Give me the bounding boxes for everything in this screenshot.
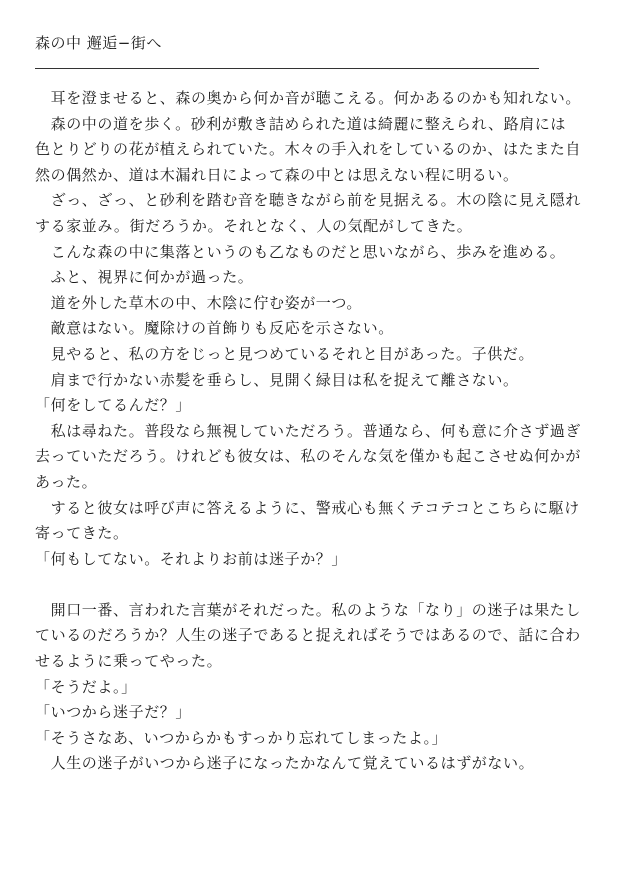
dialogue-line: 「そうだよ。」 xyxy=(35,677,137,696)
paragraph: 人生の迷子がいつから迷子になったかなんて覚えているはずがない。 xyxy=(35,754,535,773)
paragraph: ふと、視界に何かが過った。 xyxy=(35,268,254,287)
paragraph: ざっ、ざっ、と砂利を踏む音を聴きながら前を見据える。木の陰に見え隠れする家並み。街だろうか。それとなく、人の気配がしてきた。 xyxy=(35,191,582,235)
body-text xyxy=(35,86,581,777)
dialogue-line: 「何をしてるんだ？」 xyxy=(35,396,192,415)
paragraph: すると彼女は呼び声に答えるように、警戒心も無くテコテコとこちらに駆け寄ってきた。 xyxy=(35,498,580,543)
title-divider xyxy=(35,68,539,69)
dialogue-line: 「そうさなあ、いつからかもすっかり忘れてしまったよ。」 xyxy=(35,728,448,747)
paragraph: 道を外した草木の中、木陰に佇む姿が一つ。 xyxy=(35,293,363,312)
dialogue-line: 「何もしてない。それよりお前は迷子か？」 xyxy=(35,549,348,568)
paragraph: 敵意はない。魔除けの首飾りも反応を示さない。 xyxy=(35,319,394,338)
paragraph: 見やると、私の方をじっと見つめているそれと目があった。子供だ。 xyxy=(35,344,535,363)
paragraph: 森の中の道を歩く。砂利が敷き詰められた道は綺麗に整えられ、路肩には色とりどりの花が植えられていた。木々の手入れをしているのか、はたまた自然の偶然か、道は木漏れ日によって森の中とは思えない程に明るい。 xyxy=(35,114,582,184)
paragraph: 私は尋ねた。普段なら無視していただろう。普通なら、何も意に介さず過ぎ去っていただろう。けれども彼女は、私のそんな気を僅かも起こさせぬ何かがあった。 xyxy=(35,421,582,491)
paragraph: こんな森の中に集落というのも乙なものだと思いながら、歩みを進める。 xyxy=(35,242,566,261)
paragraph: 肩まで行かない赤髪を垂らし、見開く緑目は私を捉えて離さない。 xyxy=(35,370,519,389)
paragraph: 開口一番、言われた言葉がそれだった。私のような「なり」の迷子は果たしているのだろうか？人生の迷子であると捉えればそうではあるので、話に合わせるように乗ってやった。 xyxy=(35,600,582,671)
blank-line xyxy=(35,572,581,598)
dialogue-line: 「いつから迷子だ？」 xyxy=(35,703,192,722)
paragraph: 耳を澄ませると、森の奥から何か音が聴こえる。何かあるのかも知れない。 xyxy=(35,89,582,107)
chapter-title: 森の中 邂逅−街へ xyxy=(35,34,162,52)
